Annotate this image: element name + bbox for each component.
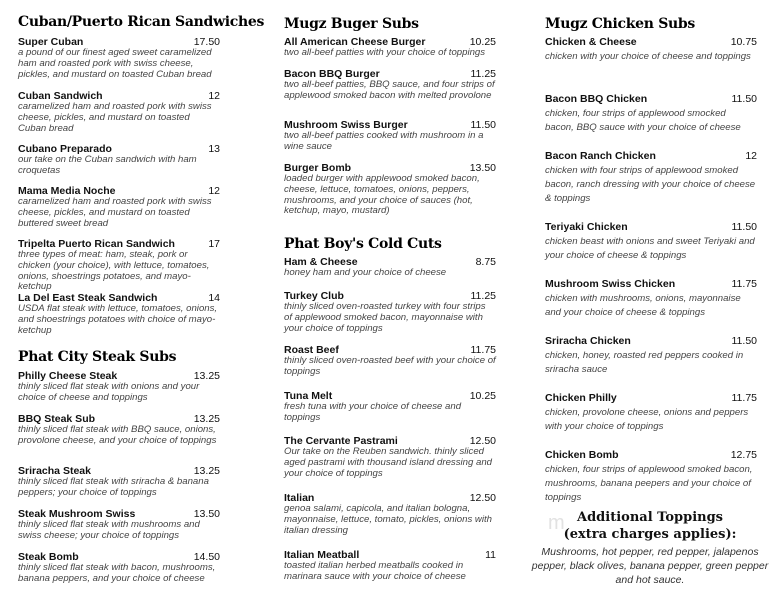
menu-item — [284, 435, 496, 479]
item-name: Bacon Ranch Chicken — [545, 150, 656, 162]
item-description: thinly sliced oven-roasted turkey with four strips of applewood smoked bacon, mayonnaise with your choice of toppings — [284, 301, 486, 334]
item-price: 12 — [208, 185, 220, 197]
section-title: Cuban/Puerto Rican Sandwiches — [18, 14, 265, 30]
menu-item — [284, 36, 496, 59]
item-description: chicken, four strips of applewood smoked bacon, mushrooms, banana peepers and your choice of toppings — [545, 464, 753, 504]
item-description: chicken, provolone cheese, onions and peppers with your choice of toppings — [545, 407, 749, 433]
menu-item — [18, 551, 220, 585]
item-description: caramelized ham and roasted pork with swiss cheese, pickles, and mustard on toasted Cuban bread — [18, 101, 212, 134]
menu-item — [545, 278, 757, 320]
item-price: 13.25 — [193, 370, 220, 382]
item-price: 13.50 — [469, 162, 496, 174]
menu-item — [545, 93, 757, 135]
item-name: Chicken Philly — [545, 392, 617, 404]
menu-item — [18, 413, 220, 447]
menu-item — [284, 162, 496, 217]
item-price: 11.50 — [731, 93, 757, 105]
menu-item — [18, 292, 220, 336]
menu-item — [545, 36, 757, 64]
item-description: thinly sliced flat steak with BBQ sauce, onions, provolone cheese, and your choice of toppings — [18, 424, 217, 446]
additional-toppings-subtitle: (extra charges applies): — [563, 527, 737, 542]
item-name: Italian Meatball — [284, 549, 360, 561]
menu-item — [284, 119, 496, 153]
item-name: Italian — [284, 492, 315, 504]
menu-item — [284, 256, 496, 279]
item-description: loaded burger with applewood smoked bacon, cheese, lettuce, tomatoes, onions, peppers, mushrooms, and your choice of sauces (hot, ketchup, mayo, mustard) — [284, 173, 480, 217]
menu-item — [18, 36, 220, 80]
item-name: BBQ Steak Sub — [18, 413, 96, 425]
item-name: Sriracha Chicken — [545, 335, 631, 347]
additional-toppings-list: Mushrooms, hot pepper, red pepper, jalapenos pepper, black olives, banana pepper, green pepper and hot sauce. — [531, 546, 769, 586]
menu-item — [18, 238, 220, 293]
item-description: caramelized ham and roasted pork with swiss cheese, pickles, and mustard on toasted buttered sweet bread — [18, 196, 212, 229]
item-name: Teriyaki Chicken — [545, 221, 628, 233]
additional-toppings — [530, 509, 770, 587]
item-name: The Cervante Pastrami — [284, 435, 398, 447]
item-price: 10.25 — [469, 36, 496, 48]
item-name: Chicken & Cheese — [545, 36, 637, 48]
item-description: honey ham and your choice of cheese — [284, 267, 447, 278]
item-name: Mushroom Swiss Burger — [284, 119, 408, 131]
item-name: Bacon BBQ Chicken — [545, 93, 648, 105]
watermark-logo: m — [548, 512, 565, 534]
section-title: Mugz Chicken Subs — [545, 16, 695, 32]
item-price: 8.75 — [475, 256, 496, 268]
section-title: Mugz Buger Subs — [284, 16, 419, 32]
menu-item — [284, 390, 496, 424]
item-price: 13 — [208, 143, 220, 155]
menu-item — [284, 290, 496, 334]
menu-column-2 — [284, 0, 496, 602]
item-description: USDA flat steak with lettuce, tomatoes, onions, and shoestrings potatoes with choice of mayo-ketchup — [18, 303, 218, 336]
menu-item — [18, 185, 220, 229]
item-price: 13.50 — [193, 508, 220, 520]
item-price: 11.75 — [731, 392, 757, 404]
item-name: Cubano Preparado — [18, 143, 112, 155]
item-description: thinly sliced flat steak with sriracha & banana peppers; your choice of toppings — [18, 476, 209, 498]
item-price: 11.25 — [470, 68, 496, 80]
item-description: chicken beast with onions and sweet Teriyaki and your choice of cheese & toppings — [545, 236, 755, 262]
item-price: 14.50 — [193, 551, 220, 563]
item-price: 11.75 — [731, 278, 757, 290]
item-description: our take on the Cuban sandwich with ham croquetas — [18, 154, 197, 176]
item-price: 17 — [208, 238, 220, 250]
menu-item — [545, 392, 757, 434]
item-price: 11.50 — [470, 119, 496, 131]
menu-item — [18, 465, 220, 499]
menu-item — [284, 344, 496, 378]
menu-item — [18, 508, 220, 542]
item-description: toasted italian herbed meatballs cooked in marinara sauce with your choice of cheese — [284, 560, 466, 582]
item-description: chicken with four strips of applewood smoked bacon, ranch dressing with your choice of cheese & toppings — [545, 165, 756, 205]
item-price: 12.50 — [469, 435, 496, 447]
menu-item — [545, 449, 757, 506]
item-price: 13.25 — [193, 413, 220, 425]
item-description: two all-beef patties with your choice of toppings — [284, 47, 486, 58]
item-price: 12 — [208, 90, 220, 102]
item-price: 11.50 — [731, 335, 757, 347]
item-name: Super Cuban — [18, 36, 84, 48]
item-name: Burger Bomb — [284, 162, 352, 174]
item-name: Steak Mushroom Swiss — [18, 508, 136, 520]
item-price: 12.75 — [730, 449, 757, 461]
item-name: Steak Bomb — [18, 551, 79, 563]
menu-item — [284, 492, 496, 536]
item-price: 13.25 — [193, 465, 220, 477]
item-description: chicken, honey, roasted red peppers cooked in sriracha sauce — [545, 350, 744, 376]
item-description: chicken with your choice of cheese and toppings — [545, 51, 751, 62]
item-description: chicken, four strips of applewood smocked bacon, BBQ sauce with your choice of cheese — [545, 108, 741, 134]
item-description: thinly sliced oven-roasted beef with your choice of toppings — [284, 355, 496, 377]
item-price: 10.75 — [730, 36, 757, 48]
item-price: 11.25 — [470, 290, 496, 302]
item-price: 14 — [208, 292, 220, 304]
item-description: thinly sliced flat steak with bacon, mushrooms, banana peppers, and your choice of cheese — [18, 562, 216, 584]
item-price: 11 — [485, 549, 496, 561]
section-title: Phat Boy's Cold Cuts — [284, 236, 442, 252]
item-description: a pound of our finest aged sweet caramelized ham and roasted pork with swiss cheese, pickles, and mustard on toasted Cuban bread — [18, 47, 212, 80]
item-name: Roast Beef — [284, 344, 339, 356]
item-name: Mushroom Swiss Chicken — [545, 278, 676, 290]
item-name: La Del East Steak Sandwich — [18, 292, 158, 304]
menu-item — [18, 143, 220, 177]
section-title: Phat City Steak Subs — [18, 349, 177, 365]
menu-item — [18, 90, 220, 134]
item-price: 11.50 — [731, 221, 757, 233]
item-price: 11.75 — [470, 344, 496, 356]
item-name: Bacon BBQ Burger — [284, 68, 380, 80]
item-name: All American Cheese Burger — [284, 36, 426, 48]
item-description: Our take on the Reuben sandwich. thinly sliced aged pastrami with thousand island dressing and your choice of toppings — [284, 446, 492, 479]
menu-column-1 — [18, 0, 265, 602]
menu-item — [284, 68, 496, 102]
item-name: Turkey Club — [284, 290, 344, 302]
item-description: two all-beef patties cooked with mushroom in a wine sauce — [284, 130, 484, 152]
menu-item — [545, 221, 757, 263]
item-name: Tripelta Puerto Rican Sandwich — [18, 238, 175, 250]
item-description: genoa salami, capicola, and italian bologna, mayonnaise, lettuce, tomato, pickles, onions with italian dressing — [284, 503, 492, 536]
item-description: three types of meat: ham, steak, pork or chicken (your choice), with lettuce, tomatoes, onions, shoestrings potatoes, and mayo-ketchup — [18, 249, 210, 293]
menu-item — [18, 370, 220, 404]
item-name: Philly Cheese Steak — [18, 370, 118, 382]
item-name: Mama Media Noche — [18, 185, 116, 197]
item-price: 10.25 — [469, 390, 496, 402]
item-price: 17.50 — [193, 36, 220, 48]
item-description: thinly sliced flat steak with mushrooms and swiss cheese; your choice of toppings — [18, 519, 200, 541]
item-description: chicken with mushrooms, onions, mayonnaise and your choice of cheese & toppings — [545, 293, 741, 319]
item-name: Tuna Melt — [284, 390, 333, 402]
item-name: Cuban Sandwich — [18, 90, 103, 102]
item-description: thinly sliced flat steak with onions and your choice of cheese and toppings — [18, 381, 200, 403]
item-price: 12.50 — [469, 492, 496, 504]
item-name: Ham & Cheese — [284, 256, 358, 268]
additional-toppings-title: Additional Toppings — [577, 510, 723, 525]
item-description: two all-beef patties, BBQ sauce, and four strips of applewood smoked bacon with melted provolone — [284, 79, 495, 101]
menu-item — [545, 335, 757, 377]
item-name: Sriracha Steak — [18, 465, 91, 477]
item-price: 12 — [745, 150, 757, 162]
item-description: fresh tuna with your choice of cheese and toppings — [284, 401, 462, 423]
menu-item — [284, 549, 496, 583]
menu-item — [545, 150, 757, 207]
item-name: Chicken Bomb — [545, 449, 619, 461]
